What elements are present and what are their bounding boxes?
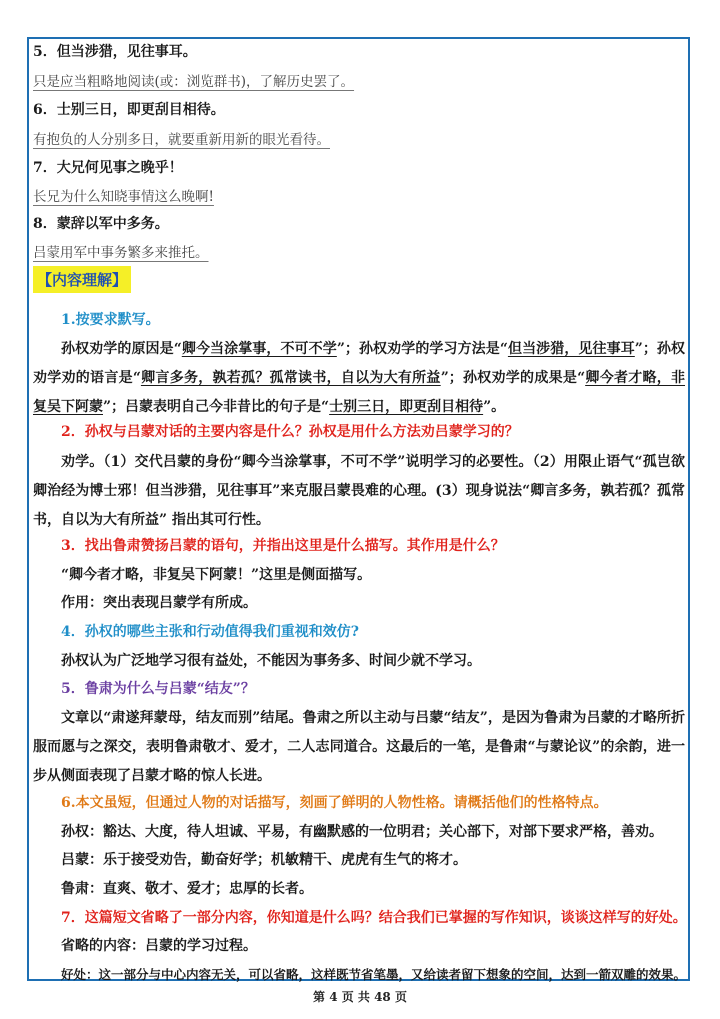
q7-answer-1: 省略的内容：吕蒙的学习过程。 <box>61 938 257 954</box>
q1-text-a: 孙权劝学的原因是“ <box>61 341 182 357</box>
item-7-translation: 长兄为什么知晓事情这么晚啊! <box>33 189 214 205</box>
q1-text-c: ”；孙权劝学的学习方法是“ <box>336 341 508 357</box>
q6-lusu: 鲁肃：直爽、敬才、爱才；忠厚的长者。 <box>61 881 313 897</box>
q7-answer-2: 好处：这一部分与中心内容无关，可以省略，这样既节省笔墨，又给读者留下想象的空间，达到一箭双雕的效果。 <box>61 967 687 982</box>
q6-sunquan: 孙权：豁达、大度，待人坦诚、平易，有幽默感的一位明君；关心部下，对部下要求严格，善劝。 <box>61 824 663 840</box>
page-number: 第 4 页 共 48 页 <box>313 990 407 1004</box>
item-8-translation: 吕蒙用军中事务繁多来推托。 <box>33 245 209 261</box>
q1-blank-5: 士别三日，即更刮目相待 <box>329 399 484 415</box>
q5-title: 5．鲁肃为什么与吕蒙“结友”？ <box>61 681 255 697</box>
q4-answer: 孙权认为广泛地学习很有益处，不能因为事务多、时间少就不学习。 <box>61 653 481 669</box>
q1-text-e: ”；孙权劝学劝的语言是“ <box>33 341 686 386</box>
q6-lvmeng: 吕蒙：乐于接受劝告，勤奋好学；机敏精干、虎虎有生气的将才。 <box>61 852 467 868</box>
q1-blank-1: 卿今当涂掌事，不可不学 <box>181 341 337 357</box>
item-5-original: 5．但当涉猎，见往事耳。 <box>33 44 197 60</box>
q1-title: 1.按要求默写。 <box>61 312 160 328</box>
item-6-translation: 有抱负的人分别多日，就要重新用新的眼光看待。 <box>33 132 330 148</box>
q1-blank-4: 卿今者才略，非复吴下阿蒙 <box>33 370 686 415</box>
q3-answer-2: 作用：突出表现吕蒙学有所成。 <box>61 595 257 611</box>
q1-text-g: ”；孙权劝学的成果是“ <box>440 370 586 386</box>
q1-text-k: ”。 <box>483 399 506 415</box>
item-6-original: 6．士别三日，即更刮目相待。 <box>33 102 225 118</box>
q1-text-i: ”；吕蒙表明自己今非昔比的句子是“ <box>103 399 330 415</box>
q3-answer-1: “卿今者才略，非复吴下阿蒙！”这里是侧面描写。 <box>61 567 372 583</box>
item-7-original: 7．大兄何见事之晚乎！ <box>33 160 183 176</box>
q1-answer <box>33 335 685 422</box>
q3-title: 3．找出鲁肃赞扬吕蒙的语句，并指出这里是什么描写。其作用是什么？ <box>61 538 505 554</box>
q5-answer: 文章以“肃遂拜蒙母，结友而别”结尾。鲁肃之所以主动与吕蒙“结友”，是因为鲁肃为吕蒙的才略所折服而愿与之深交，表明鲁肃敬才、爱才，二人志同道合。这最后的一笔，是鲁肃“与蒙论议”的余韵，进一步从侧面表现了吕蒙才略的惊人长进。 <box>33 710 685 784</box>
q4-title: 4．孙权的哪些主张和行动值得我们重视和效仿? <box>61 624 359 640</box>
item-5-translation: 只是应当粗略地阅读(或：浏览群书)，了解历史罢了。 <box>33 74 355 90</box>
q2-title: 2．孙权与吕蒙对话的主要内容是什么？孙权是用什么方法劝吕蒙学习的？ <box>61 424 519 440</box>
q2-answer: 劝学。（1）交代吕蒙的身份“卿今当涂掌事，不可不学”说明学习的必要性。（2）用限止语气“孤岂欲卿治经为博士邪！但当涉猎，见往事耳”来克服吕蒙畏难的心理。(3）现身说法“卿言多务，孰若孤？孤常书，自以为大有所益” 指出其可行性。 <box>33 454 685 528</box>
q6-title: 6.本文虽短，但通过人物的对话描写，刻画了鲜明的人物性格。请概括他们的性格特点。 <box>61 795 608 811</box>
q1-blank-3: 卿言多务，孰若孤？孤常读书，自以为大有所益 <box>140 370 441 386</box>
q7-title: 7．这篇短文省略了一部分内容，你知道是什么吗？结合我们已掌握的写作知识，谈谈这样写的好处。 <box>61 910 687 926</box>
item-8-original: 8．蒙辞以军中多务。 <box>33 216 169 232</box>
section-tag: 【内容理解】 <box>33 266 131 293</box>
q1-blank-2: 但当涉猎，见往事耳 <box>507 341 635 357</box>
